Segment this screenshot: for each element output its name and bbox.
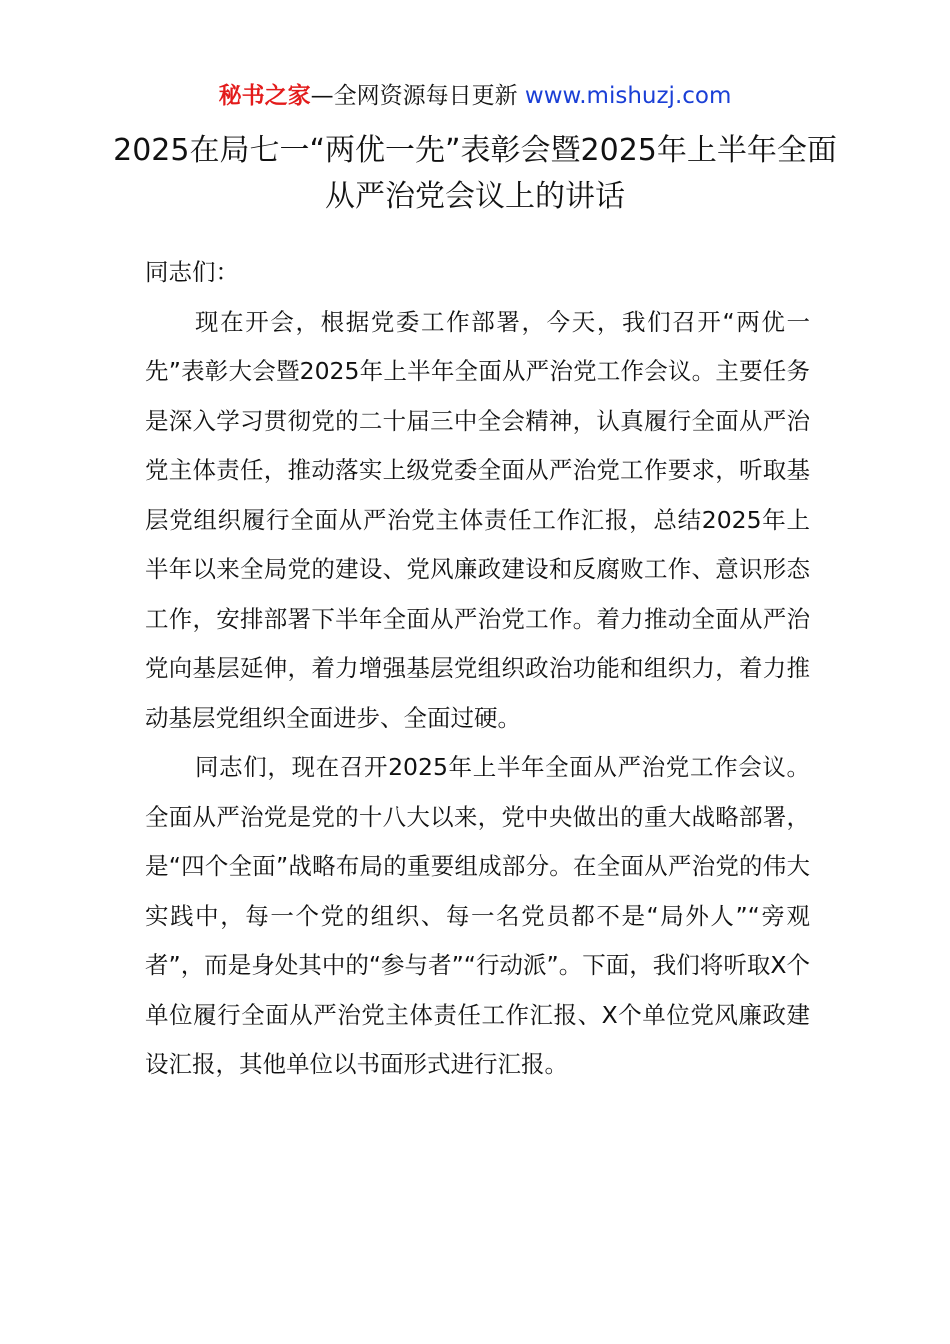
body-paragraph-2: 同志们，现在召开2025年上半年全面从严治党工作会议。全面从严治党是党的十八大以来，党中央做出的重大战略部署，是“四个全面”战略布局的重要组成部分。在全面从严治党的伟大实践中，每一个党的组织、每一名党员都不是“局外人”“旁观者”，而是身处其中的“参与者”“行动派”。下面，我们将听取X个单位履行全面从严治党主体责任工作汇报、X个单位党风廉政建设汇报，其他单位以书面形式进行汇报。: [145, 753, 810, 1078]
salutation: 同志们：: [145, 258, 239, 286]
site-url-link[interactable]: www.mishuzj.com: [524, 83, 732, 109]
brand-name: 秘书之家: [218, 83, 311, 109]
document-title: 2025在局七一“两优一先”表彰会暨2025年上半年全面从严治党会议上的讲话: [113, 133, 837, 214]
header-tagline: —全网资源每日更新: [310, 83, 525, 109]
document-body: [145, 248, 810, 1090]
body-paragraph-1: 现在开会，根据党委工作部署，今天，我们召开“两优一先”表彰大会暨2025年上半年全面从严治党工作会议。主要任务是深入学习贯彻党的二十届三中全会精神，认真履行全面从严治党主体责任，推动落实上级党委全面从严治党工作要求，听取基层党组织履行全面从严治党主体责任工作汇报，总结2025年上半年以来全局党的建设、党风廉政建设和反腐败工作、意识形态工作，安排部署下半年全面从严治党工作。着力推动全面从严治党向基层延伸，着力增强基层党组织政治功能和组织力，着力推动基层党组织全面进步、全面过硬。: [145, 307, 810, 732]
site-header: [0, 80, 950, 112]
